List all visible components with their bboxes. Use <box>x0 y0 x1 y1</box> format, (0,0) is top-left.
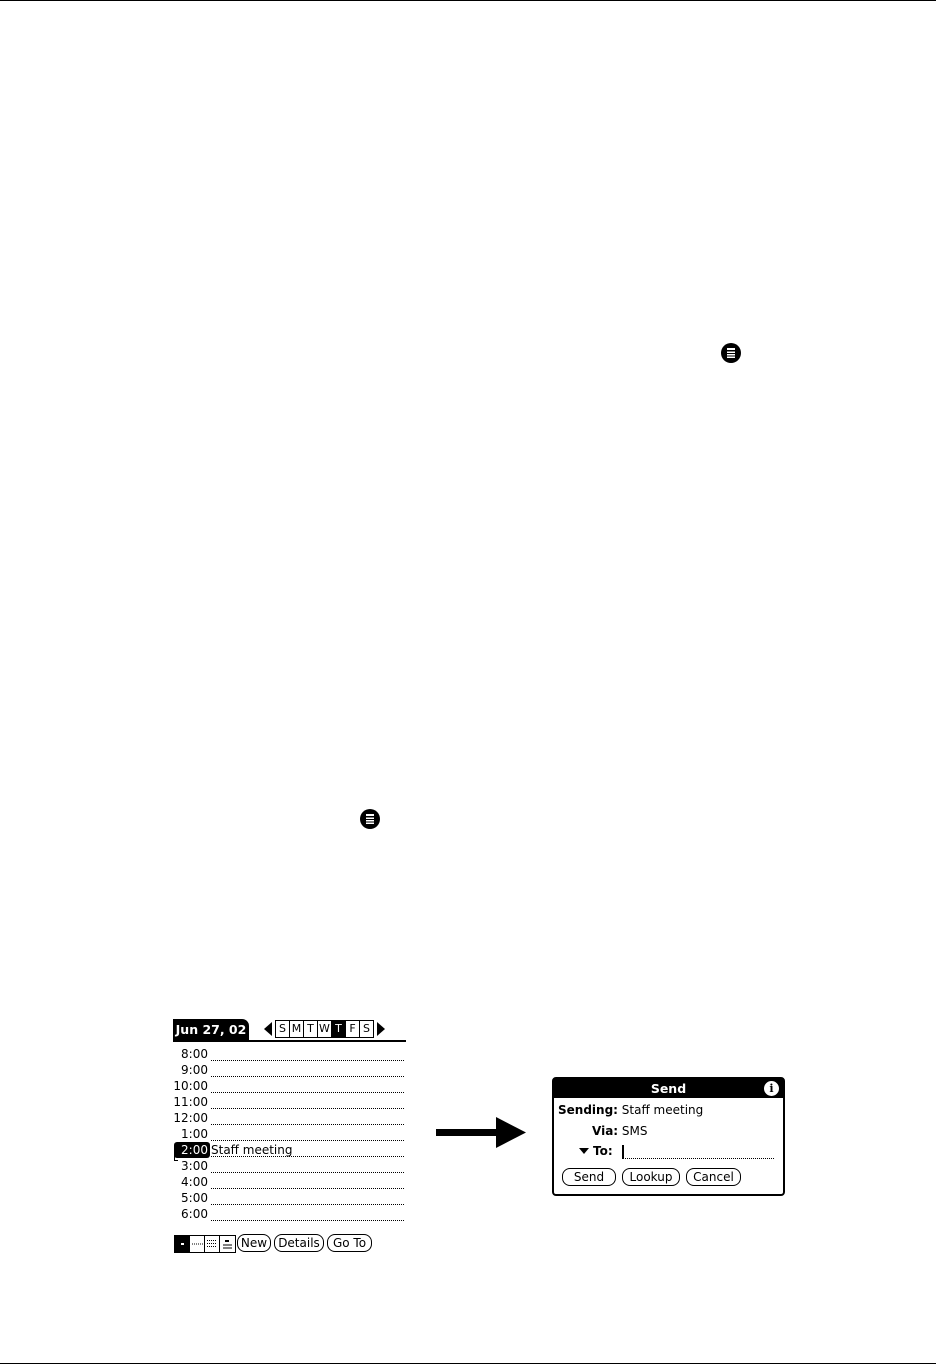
to-row <box>579 1143 613 1159</box>
sending-row <box>558 1102 703 1118</box>
time-slot-row[interactable] <box>173 1190 406 1206</box>
time-label[interactable]: 12:00 <box>173 1111 208 1125</box>
time-label[interactable]: 3:00 <box>181 1159 208 1173</box>
calendar-day-view <box>173 1018 406 1253</box>
menu-icon <box>721 343 741 363</box>
event-description[interactable]: Staff meeting <box>211 1143 293 1157</box>
info-icon[interactable]: i <box>764 1081 779 1096</box>
previous-week-arrow-icon[interactable] <box>261 1020 275 1038</box>
day-cell[interactable]: S <box>275 1020 290 1038</box>
day-cell[interactable]: M <box>289 1020 304 1038</box>
slot-dotted-line <box>211 1108 404 1109</box>
time-slot-list <box>173 1046 406 1222</box>
time-label[interactable]: 10:00 <box>173 1079 208 1093</box>
slot-dotted-line <box>211 1220 404 1221</box>
top-rule <box>0 0 936 1</box>
next-week-arrow-icon[interactable] <box>374 1020 388 1038</box>
day-cell[interactable]: T <box>303 1020 318 1038</box>
via-label: Via: <box>592 1124 619 1138</box>
calendar-toolbar <box>173 1231 406 1253</box>
title-underline <box>173 1040 406 1042</box>
time-slot-row[interactable] <box>173 1110 406 1126</box>
details-button[interactable]: Details <box>274 1234 324 1252</box>
lookup-button[interactable]: Lookup <box>622 1168 680 1186</box>
time-slot-row[interactable] <box>173 1126 406 1142</box>
menu-icon <box>360 809 380 829</box>
week-navigator <box>261 1020 388 1038</box>
send-dialog <box>552 1077 785 1196</box>
slot-dotted-line <box>211 1188 404 1189</box>
time-slot-row[interactable] <box>173 1142 406 1158</box>
to-label[interactable]: To: <box>593 1144 613 1158</box>
day-cell[interactable]: F <box>345 1020 360 1038</box>
time-label[interactable]: 2:00 <box>174 1142 210 1158</box>
time-slot-row[interactable] <box>173 1094 406 1110</box>
send-button[interactable]: Send <box>562 1168 616 1186</box>
new-button[interactable]: New <box>237 1234 271 1252</box>
time-slot-row[interactable] <box>173 1206 406 1222</box>
time-slot-row[interactable] <box>173 1174 406 1190</box>
calendar-date-title[interactable]: Jun 27, 02 <box>173 1019 249 1040</box>
goto-button[interactable]: Go To <box>327 1234 372 1252</box>
time-label[interactable]: 1:00 <box>181 1127 208 1141</box>
slot-dotted-line <box>211 1172 404 1173</box>
time-label[interactable]: 5:00 <box>181 1191 208 1205</box>
time-slot-row[interactable] <box>173 1046 406 1062</box>
time-slot-row[interactable] <box>173 1158 406 1174</box>
time-label[interactable]: 4:00 <box>181 1175 208 1189</box>
sending-label: Sending: <box>558 1103 618 1117</box>
day-cell[interactable]: W <box>317 1020 332 1038</box>
day-cell[interactable]: T <box>331 1020 346 1038</box>
slot-dotted-line <box>211 1092 404 1093</box>
slot-dotted-line <box>211 1060 404 1061</box>
slot-dotted-line <box>211 1140 404 1141</box>
dialog-title: Send <box>554 1079 783 1098</box>
time-label[interactable]: 9:00 <box>181 1063 208 1077</box>
text-cursor <box>622 1145 624 1158</box>
slot-dotted-line <box>211 1204 404 1205</box>
agenda-view-button[interactable] <box>219 1235 236 1253</box>
sending-value: Staff meeting <box>621 1103 704 1117</box>
event-duration-bracket <box>174 1150 178 1161</box>
via-row <box>592 1123 648 1139</box>
slot-dotted-line <box>211 1124 404 1125</box>
via-value: SMS <box>621 1124 648 1138</box>
time-label[interactable]: 11:00 <box>173 1095 208 1109</box>
cancel-button[interactable]: Cancel <box>686 1168 741 1186</box>
day-cell[interactable]: S <box>359 1020 374 1038</box>
time-label[interactable]: 8:00 <box>181 1047 208 1061</box>
slot-dotted-line <box>211 1076 404 1077</box>
to-input[interactable] <box>622 1144 774 1159</box>
right-arrow-icon <box>436 1117 526 1153</box>
time-slot-row[interactable] <box>173 1062 406 1078</box>
time-label[interactable]: 6:00 <box>181 1207 208 1221</box>
dropdown-triangle-icon[interactable] <box>579 1148 589 1154</box>
time-slot-row[interactable] <box>173 1078 406 1094</box>
bottom-rule <box>0 1363 936 1364</box>
